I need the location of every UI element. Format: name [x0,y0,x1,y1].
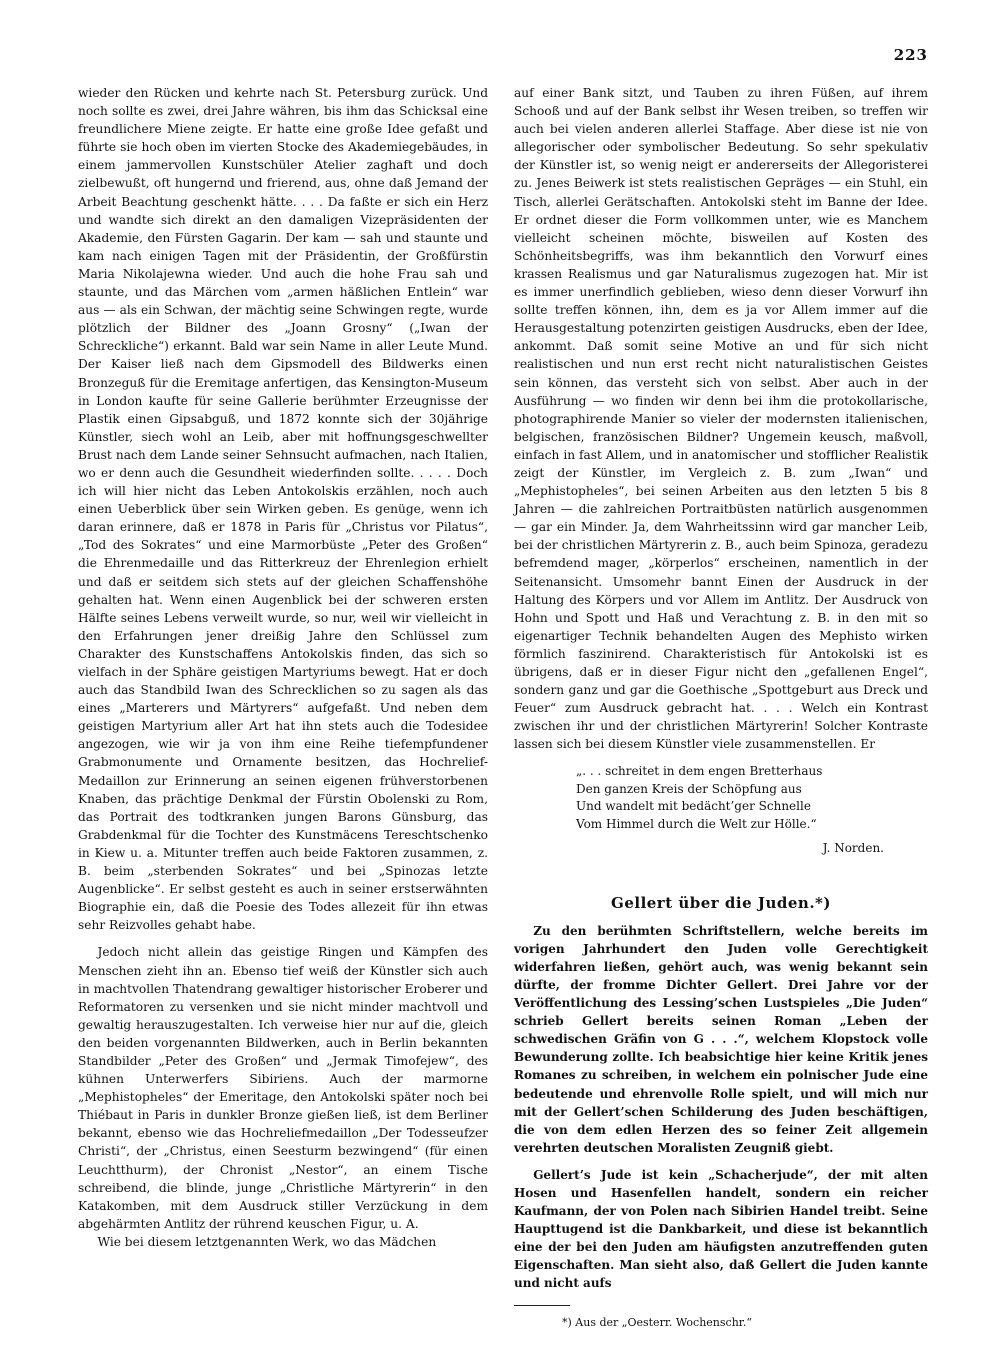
right-column [514,84,928,1332]
left-paragraph-3: Wie bei diesem letztgenannten Werk, wo das Mädchen [97,1234,437,1249]
poem-line: „. . . schreitet in dem engen Bretterhaus [576,764,823,779]
page-number: 223 [893,46,928,64]
poem-line: Und wandelt mit bedächt’ger Schnelle [576,799,811,814]
section-heading: Gellert über die Juden.*) [611,893,831,912]
section-body [514,922,928,1293]
left-paragraph-2: Jedoch nicht allein das geistige Ringen und Kämpfen des Menschen zieht ihn an. Ebenso tief weiß der Künstler sich auch in machtvollen Thatendrang gewaltiger historischer Eroberer und Reformatoren zu versenken und sie nicht minder machtvoll und gewaltig herauszugestalten. Ich verweise hier nur auf die, gleich den beiden vorgenannten Bildwerken, auch in Berlin bekannten Standbilder „Peter des Großen“ und „Jermak Timofejew“, des kühnen Unterwerfers Sibiriens. Auch der marmorne „Mephistopheles“ der Emeritage, den Antokolski später noch bei Thiébaut in Paris in dunkler Bronze gießen ließ, ist dem Berliner bekannt, ebenso wie das Hochreliefmedaillon „Der Todesseufzer Christi“, der „Christus, einen Seesturm bezwingend“ (für einen Leuchtthurm), der Chronist „Nestor“, an einem Tische schreibend, die blinde, junge „Christliche Märtyrerin“ in den Katakomben, mit dem Ausdruck stiller Verzückung in dem abgehärmten Antlitz der rührend keuschen Figur, u. A. [78,945,488,1231]
footnote-divider [514,1305,570,1306]
right-paragraph-1: auf einer Bank sitzt, und Tauben zu ihren Füßen, auf ihrem Schooß und auf der Bank selbst ihr Wesen treiben, so treffen wir auch bei vielen anderen allerlei Staffage. Aber diese ist nie von allegorischer oder symbolischer Bedeutung. So sehr spekulativ der Künstler ist, so wenig neigt er andererseits der Allegoristerei zu. Jenes Beiwerk ist stets realistischen Gepräges — ein Stuhl, ein Tisch, allerlei Gerätschaften. Antokolski steht im Banne der Idee. Er ordnet dieser die Form vollkommen unter, wie es Manchem vielleicht scheinen möchte, bisweilen auf Kosten des Schönheitsbegriffs, was ihm bekanntlich den Vorwurf eines krassen Realismus und gar Naturalismus zugezogen hat. Mir ist es immer unerfindlich geblieben, wieso denn dieser Vorwurf ihn sollte treffen können, ihn, dem es ja vor Allem immer auf die Herausgestaltung potenzirten geistigen Ausdrucks, eben der Idee, ankommt. Daß somit seine Motive an und für sich nicht realistischen und nun erst recht nicht naturalistischen Geistes sein können, das versteht sich von selbst. Aber auch in der Ausführung — wo finden wir denn bei ihm die protokollarische, photographirende Manier so vieler der modernsten italienischen, belgischen, französischen Bildner? Ungemein keusch, maßvoll, einfach in fast Allem, und in anatomischer und stofflicher Realistik zeigt der Künstler, im Vergleich z. B. zum „Iwan“ und „Mephistopheles“, bei seinen Arbeiten aus den letzten 5 bis 8 Jahren — die zahlreichen Portraitbüsten natürlich ausgenommen — gar ein Minder. Ja, dem Wahrheitssinn wird gar mancher Leib, bei der christlichen Märtyrerin z. B., auch beim Spinoza, geradezu befremdend mager, „körperlos“ erscheinen, namentlich in der Seitenansicht. Umsomehr bannt Einen der Ausdruck in der Haltung des Körpers und vor Allem im Antlitz. Der Ausdruck von Hohn und Spott und Haß und Verachtung z. B. in den mit so eigenartiger Technik behandelten Augen des Mephisto wirken förmlich faszinirend. Charakteristisch für Antokolski ist es übrigens, daß er in dieser Figur nicht den „gefallenen Engel“, sondern ganz und gar die Goethische „Spottgeburt aus Dreck und Feuer“ zum Ausdruck gebracht hat. . . . Welch ein Kontrast zwischen ihr und der christlichen Märtyrerin! Solcher Kontraste lassen sich bei diesem Künstler viele zusammenstellen. Er [514,86,928,752]
section-paragraph-1: Zu den berühmten Schriftstellern, welche bereits im vorigen Jahrhundert den Juden volle Gerechtigkeit widerfahren ließen, gehört auch, was wenig bekannt sein dürfte, der fromme Dichter Gellert. Drei Jahre vor der Veröffentlichung des Lessing’schen Lustspieles „Die Juden“ schrieb Gellert bereits seinen Roman „Leben der schwedischen Gräfin von G . . .“, welchem Klopstock volle Bewunderung zollte. Ich beabsichtige hier keine Kritik jenes Romanes zu schreiben, in welchem ein polnischer Jude eine bedeutende und ehrenvolle Rolle spielt, und will mich nur mit der Gellert’schen Schilderung des Juden beschäftigen, die von dem edlen Herzen des so feiner Zeit allgemein verehrten deutschen Moralisten Zeugniß giebt. [514,923,928,1155]
poem-quote [576,763,928,833]
left-column [78,84,488,1251]
poem-line: Vom Himmel durch die Welt zur Hölle.“ [576,816,817,831]
section-paragraph-2: Gellert’s Jude ist kein „Schacherjude“, der mit alten Hosen und Hasenfellen handelt, sondern ein reicher Kaufmann, der von Polen nach Sibirien Handel treibt. Seine Haupttugend ist die Dankbarkeit, und diese ist bekanntlich eine der bei den Juden am häufigsten anzutreffenden guten Eigenschaften. Man sieht also, daß Gellert die Juden kannte und nicht aufs [514,1167,928,1291]
author-signature: J. Norden. [822,841,884,856]
left-paragraph-1: wieder den Rücken und kehrte nach St. Petersburg zurück. Und noch sollte es zwei, drei Jahre währen, bis ihm das Schicksal eine freundlichere Miene zeigte. Er hatte eine große Idee gefaßt und führte sie hoch oben im vierten Stocke des Akademiegebäudes, in einem jammervollen Kunstschüler Atelier zaghaft und doch zielbewußt, oft hungernd und frierend, aus, ohne daß Jemand der Arbeit Beachtung geschenkt hätte. . . . Da faßte er sich ein Herz und wandte sich direkt an den damaligen Vizepräsidenten der Akademie, den Fürsten Gagarin. Der kam — sah und staunte und kam nach einigen Tagen mit der Präsidentin, der Großfürstin Maria Nikolajewna wieder. Und auch die hohe Frau sah und staunte, und das Märchen vom „armen häßlichen Entlein“ war aus — als ein Schwan, der mächtig seine Schwingen regte, wurde plötzlich der Bildner des „Joann Grosny“ („Iwan der Schreckliche“) erkannt. Bald war sein Name in aller Leute Mund. Der Kaiser ließ nach dem Gipsmodell des Bildwerks einen Bronzeguß für die Eremitage anfertigen, das Kensington-Museum in London kaufte für seine Gallerie berühmter Erzeugnisse der Plastik einen Gipsabguß, und 1872 konnte sich der 30jährige Künstler, siech wohl an Leib, aber mit hoffnungsgeschwellter Brust nach dem Lande seiner Sehnsucht aufmachen, nach Italien, wo er denn auch die Gesundheit wiederfinden sollte. . . . . Doch ich will hier nicht das Leben Antokolskis erzählen, noch auch einen Ueberblick über sein Wirken geben. Es genüge, wenn ich daran erinnere, daß er 1878 in Paris für „Christus vor Pilatus“, „Tod des Sokrates“ und eine Marmorbüste „Peter des Großen“ die Ehrenmedaille und das Ritterkreuz der Ehrenlegion erhielt und daß er seitdem sich stets auf der gleichen Schaffenshöhe gehalten hat. Wenn einen Augenblick bei der schweren ersten Hälfte seines Lebens verweilt wurde, so nur, weil wir vielleicht in den Erfahrungen jener dreißig Jahre den Schlüssel zum Charakter des Kunstschaffens Antokolskis finden, das sich so vielfach in der Sphäre geistigen Martyriums bewegt. Hat er doch auch das Standbild Iwan des Schrecklichen so zu sagen als das eines „Marterers und Märtyrers“ aufgefaßt. Und neben dem geistigen Martyrium aller Art hat ihn stets auch die Todesidee angezogen, wie wir ja von ihm eine Reihe tiefempfundener Grabmonumente und Ornamente besitzen, das Hochrelief-Medaillon zur Erinnerung an seinen eigenen frühverstorbenen Knaben, das prächtige Denkmal der Fürstin Obolenski zu Rom, das Portrait des todtkranken jungen Barons Günsburg, das Grabdenkmal für die Tochter des Kunstmäcens Tereschtschenko in Kiew u. a. Mitunter treffen auch beide Faktoren zusammen, z. B. beim „sterbenden Sokrates“ und bei „Spinozas letzte Augenblicke“. Er selbst gesteht es auch in seiner erstserwähnten Biographie ein, daß die Poesie des Todes allezeit für ihn etwas sehr Reizvolles gehabt habe. [78,86,488,933]
footnote: *) Aus der „Oesterr. Wochenschr.“ [562,1315,752,1329]
poem-line: Den ganzen Kreis der Schöpfung aus [576,781,802,796]
